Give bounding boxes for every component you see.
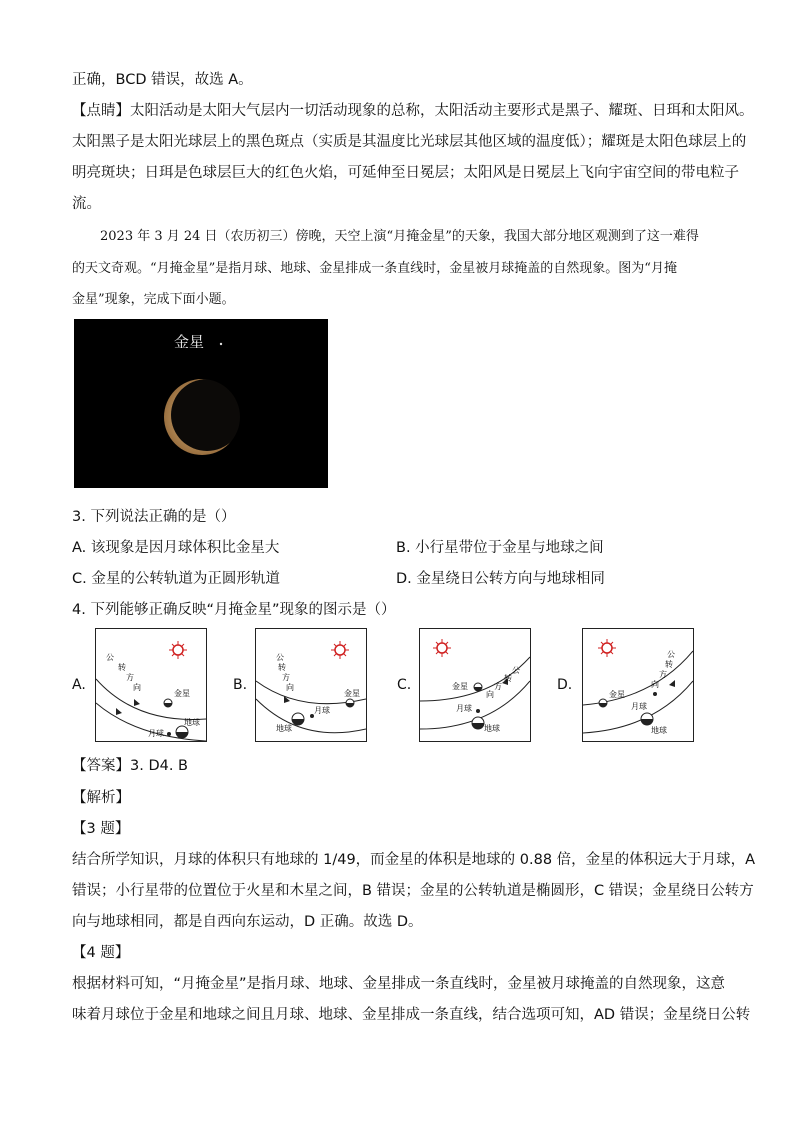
svg-text:月球: 月球 [456,704,472,713]
q3-stem: 3. 下列说法正确的是（） [72,509,236,525]
svg-text:金星: 金星 [452,682,468,691]
q3-analysis-heading: 【3 题】 [72,821,130,837]
svg-text:转: 转 [278,663,286,672]
svg-text:金星: 金星 [344,689,360,698]
svg-text:方: 方 [282,673,290,682]
svg-text:月球: 月球 [148,729,164,738]
analysis-line: 错误；小行星带的位置位于火星和木星之间，B 错误；金星的公转轨道是椭圆形，C 错误；金星绕日公转方 [72,883,754,899]
moon-icon [167,732,171,736]
svg-text:地球: 地球 [484,724,500,733]
svg-text:月球: 月球 [314,706,330,715]
svg-text:公: 公 [667,650,675,659]
q4-option-label-d: D. [557,677,573,693]
analysis-line: 结合所学知识，月球的体积只有地球的 1/49，而金星的体积是地球的 0.88 倍，金星的体积远大于月球，A [72,852,756,868]
material-line: 2023 年 3 月 24 日（农历初三）傍晚，天空上演“月掩金星”的天象，我国大部分地区观测到了这一难得 [100,229,699,244]
text-line: 【点睛】太阳活动是太阳大气层内一切活动现象的总称，太阳活动主要形式是黑子、耀斑、日珥和太阳风。 [72,103,754,119]
svg-text:向: 向 [133,683,141,692]
moon-icon [476,709,480,713]
svg-text:向: 向 [651,680,659,689]
svg-text:方: 方 [126,673,134,682]
svg-text:公: 公 [512,666,520,675]
analysis-line: 味着月球位于金星和地球之间且月球、地球、金星排成一条直线，结合选项可知，AD 错误；金星绕日公转 [72,1007,751,1023]
svg-text:公: 公 [276,653,284,662]
direction-arrow-icon [134,699,140,706]
text-line: 明亮斑块；日珥是色球层巨大的红色火焰，可延伸至日冕层；太阳风是日冕层上飞向宇宙空间的带电粒子 [72,165,739,181]
svg-text:转: 转 [665,660,673,669]
svg-text:地球: 地球 [651,726,667,735]
text-line: 正确，BCD 错误，故选 A。 [72,72,253,88]
q4-stem: 4. 下列能够正确反映“月掩金星”现象的图示是（） [72,602,396,618]
q4-analysis-heading: 【4 题】 [72,945,130,961]
analysis-line: 根据材料可知，“月掩金星”是指月球、地球、金星排成一条直线时，金星被月球掩盖的自然现象，这意 [72,976,726,992]
crescent-moon-image [74,319,328,488]
diagram-a [95,628,207,742]
svg-text:公: 公 [106,653,114,662]
svg-text:转: 转 [118,663,126,672]
venus-label: 金星 [174,333,205,351]
text-line: 太阳黑子是太阳光球层上的黑色斑点（实质是其温度比光球层其他区域的温度低）；耀斑是太阳色球层上的 [72,134,747,150]
material-line: 金星”现象，完成下面小题。 [72,292,235,307]
q4-option-label-b: B. [233,677,248,693]
svg-text:金星: 金星 [609,690,625,699]
q4-option-label-a: A. [72,677,86,693]
svg-text:地球: 地球 [184,718,200,727]
svg-text:金星: 金星 [174,689,190,698]
svg-text:方: 方 [494,682,502,691]
direction-arrow-icon [669,680,675,687]
direction-arrow-icon [116,708,122,715]
material-line: 的天文奇观。“月掩金星”是指月球、地球、金星排成一条直线时，金星被月球掩盖的自然现象。图为“月掩 [72,261,677,276]
q3-option-a: A. 该现象是因月球体积比金星大 [72,540,280,556]
svg-text:方: 方 [659,670,667,679]
moon-venus-photo [74,319,328,488]
q3-option-c: C. 金星的公转轨道为正圆形轨道 [72,571,280,587]
svg-text:向: 向 [486,690,494,699]
analysis-line: 向与地球相同，都是自西向东运动，D 正确。故选 D。 [72,914,423,930]
diagram-b [255,628,367,742]
analysis-heading: 【解析】 [72,790,130,806]
venus-orbit [96,679,206,720]
svg-text:地球: 地球 [276,724,292,733]
svg-text:向: 向 [286,683,294,692]
text-line: 流。 [72,196,101,212]
diagram-c [419,628,531,742]
venus-dot [220,343,222,345]
q4-option-label-c: C. [397,677,412,693]
diagram-d [582,628,694,742]
q3-option-b: B. 小行星带位于金星与地球之间 [396,540,604,556]
q3-option-d: D. 金星绕日公转方向与地球相同 [396,571,605,587]
venus-orbit [420,657,530,701]
venus-orbit [583,651,693,705]
svg-text:月球: 月球 [631,702,647,711]
svg-text:转: 转 [504,674,512,683]
answer-line: 【答案】3. D4. B [72,758,188,774]
moon-icon [653,692,657,696]
